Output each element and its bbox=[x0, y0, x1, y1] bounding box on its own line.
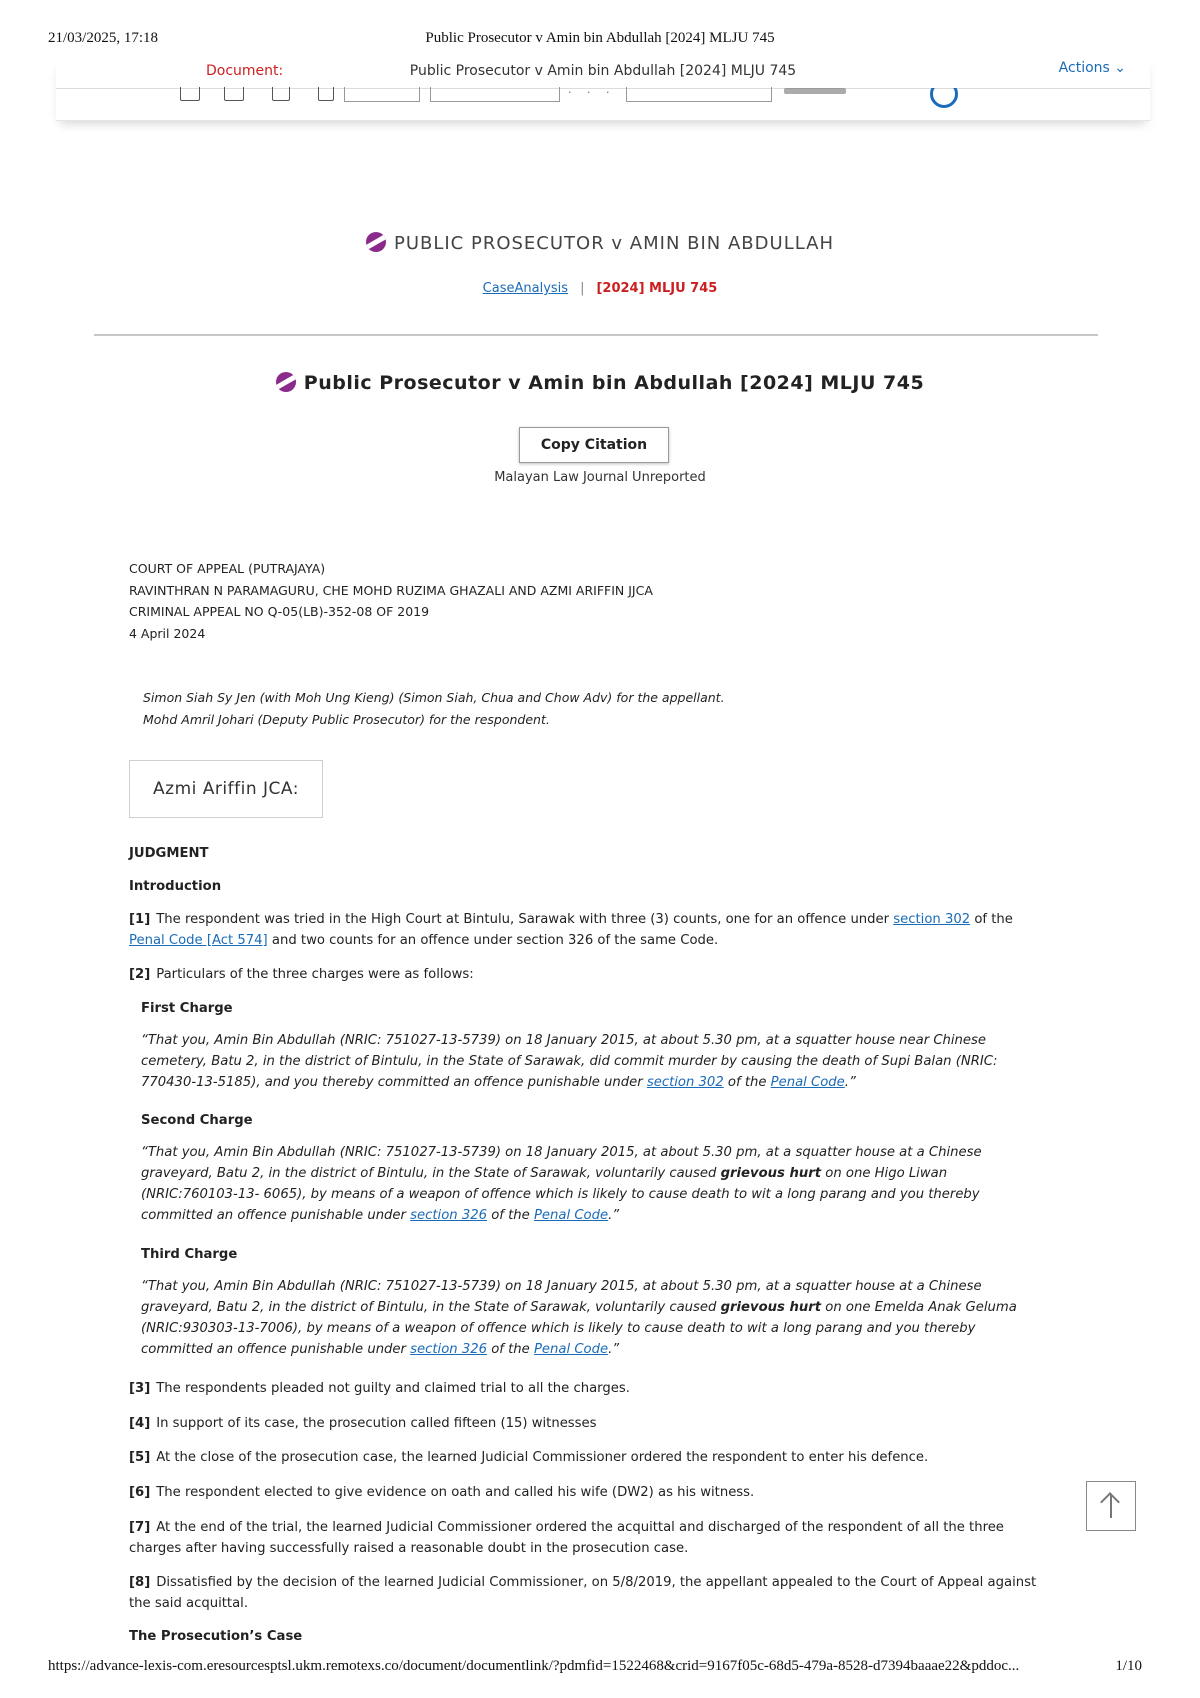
paragraph-2: [2] Particulars of the three charges were as follows: bbox=[129, 967, 474, 982]
save-icon[interactable] bbox=[318, 87, 334, 101]
counsel-respondent: Mohd Amril Johari (Deputy Public Prosecutor) for the respondent. bbox=[143, 712, 550, 727]
case-heading-title: PUBLIC PROSECUTOR v AMIN BIN ABDULLAH bbox=[393, 233, 835, 254]
penal-code-link[interactable]: Penal Code bbox=[533, 1208, 609, 1223]
lexis-logo-icon bbox=[366, 232, 386, 252]
print-icon[interactable] bbox=[180, 87, 200, 101]
language-selector[interactable] bbox=[784, 88, 846, 94]
paragraph-3: [3] The respondents pleaded not guilty and claimed trial to all the charges. bbox=[129, 1381, 630, 1396]
page-number: 1/10 bbox=[1115, 1658, 1142, 1674]
third-charge-title: Third Charge bbox=[141, 1247, 238, 1262]
actions-menu-button[interactable] bbox=[1059, 60, 1126, 76]
judgment-date: 4 April 2024 bbox=[129, 625, 206, 641]
counsel-appellant: Simon Siah Sy Jen (with Moh Ung Kieng) (Simon Siah, Chua and Chow Adv) for the appellant. bbox=[143, 690, 725, 705]
font-size-select[interactable] bbox=[430, 87, 560, 102]
penal-code-link[interactable]: Penal Code bbox=[770, 1075, 845, 1090]
email-icon[interactable] bbox=[224, 87, 244, 101]
paragraph-4: [4] In support of its case, the prosecution called fifteen (15) witnesses bbox=[129, 1416, 597, 1431]
print-footer bbox=[48, 1658, 1152, 1678]
section-302-link[interactable]: section 302 bbox=[893, 912, 971, 927]
second-charge-text: “That you, Amin Bin Abdullah (NRIC: 751027-13-5739) on 18 January 2015, at about 5.30 pm, at a squatter house at a Chinese graveyard, Batu 2, in the district of Bintulu, in the State of Sarawak, voluntarily caused grievous hurt on one Higo Liwan (NRIC:760103-13- 6065), by means of a weapon of offence which is likely to cause death to wit a long parang and you thereby committed an offence punishable under section 326 of the Penal Code.” bbox=[141, 1145, 982, 1223]
counsel-info bbox=[143, 687, 725, 731]
toolbar-document-title: Public Prosecutor v Amin bin Abdullah [2024] MLJU 745 bbox=[409, 63, 797, 79]
paragraph-1: [1] The respondent was tried in the High Court at Bintulu, Sarawak with three (3) counts, one for an offence under section 302 of the Penal Code [Act 574] and two counts for an offence under section 326 of the same Code. bbox=[129, 912, 1013, 948]
third-charge-text: “That you, Amin Bin Abdullah (NRIC: 751027-13-5739) on 18 January 2015, at about 5.30 pm, at a squatter house at a Chinese graveyard, Batu 2, in the district of Bintulu, in the State of Sarawak, voluntarily caused grievous hurt on one Emelda Anak Geluma (NRIC:930303-13-7006), by means of a weapon of offence which is likely to cause death to wit a long parang and you thereby committed an offence punishable under section 326 of the Penal Code.” bbox=[141, 1279, 1017, 1357]
journal-name: Malayan Law Journal Unreported bbox=[494, 470, 706, 485]
print-title: Public Prosecutor v Amin bin Abdullah [2024] MLJU 745 bbox=[425, 30, 775, 46]
section-divider bbox=[94, 334, 1098, 336]
lexis-logo-icon bbox=[276, 372, 296, 392]
penal-code-link[interactable]: Penal Code [Act 574] bbox=[129, 933, 268, 948]
document-title bbox=[0, 372, 1200, 394]
paragraph-7: [7] At the end of the trial, the learned Judicial Commissioner ordered the acquittal and discharged of the respondent of all the three charges after having successfully raised a reasonable doubt in the prosecution case. bbox=[129, 1520, 1004, 1556]
appeal-number: CRIMINAL APPEAL NO Q-05(LB)-352-08 OF 2019 bbox=[129, 604, 430, 619]
judges: RAVINTHRAN N PARAMAGURU, CHE MOHD RUZIMA GHAZALI AND AZMI ARIFFIN JJCA bbox=[129, 582, 653, 598]
case-heading bbox=[0, 232, 1200, 254]
court-info bbox=[129, 558, 653, 644]
section-302-link[interactable]: section 302 bbox=[646, 1075, 724, 1090]
prosecution-case-heading: The Prosecution’s Case bbox=[129, 1629, 303, 1644]
document-title-text: Public Prosecutor v Amin bin Abdullah [2024] MLJU 745 bbox=[303, 372, 925, 394]
document-label: Document: bbox=[206, 63, 284, 79]
actions-label: Actions bbox=[1058, 60, 1110, 76]
first-charge bbox=[141, 998, 1041, 1093]
paragraph-8: [8] Dissatisfied by the decision of the learned Judicial Commissioner, on 5/8/2019, the appellant appealed to the Court of Appeal against the said acquittal. bbox=[129, 1575, 1037, 1611]
search-page-input[interactable] bbox=[626, 87, 772, 102]
navigation-arrows[interactable]: · · · bbox=[568, 86, 616, 99]
second-charge bbox=[141, 1110, 1041, 1226]
judgment-heading: JUDGMENT bbox=[129, 846, 209, 861]
introduction-heading: Introduction bbox=[129, 879, 222, 894]
zoom-select[interactable] bbox=[344, 87, 420, 102]
paragraph-6: [6] The respondent elected to give evidence on oath and called his wife (DW2) as his witness. bbox=[129, 1485, 755, 1500]
help-icon[interactable] bbox=[930, 80, 958, 108]
page-url: https://advance-lexis-com.eresourcesptsl.ukm.remotexs.co/document/documentlink/?pdmfid=1522468&crid=9167f05c-68d5-479a-8528-d7394baaae22&pddoc... bbox=[48, 1658, 1020, 1674]
print-header bbox=[48, 30, 1152, 50]
case-sub-links bbox=[0, 281, 1200, 296]
download-icon[interactable] bbox=[272, 87, 290, 101]
section-326-link[interactable]: section 326 bbox=[410, 1208, 488, 1223]
second-charge-title: Second Charge bbox=[141, 1113, 253, 1128]
copy-citation-button[interactable]: Copy Citation bbox=[519, 427, 669, 463]
third-charge bbox=[141, 1244, 1041, 1360]
paragraph-5: [5] At the close of the prosecution case, the learned Judicial Commissioner ordered the respondent to enter his defence. bbox=[129, 1450, 929, 1465]
first-charge-text: “That you, Amin Bin Abdullah (NRIC: 751027-13-5739) on 18 January 2015, at about 5.30 pm, at a squatter house near Chinese cemetery, Batu 2, in the district of Bintulu, in the State of Sarawak, did commit murder by causing the death of Supi Balan (NRIC: 770430-13-5185), and you thereby committed an offence punishable under section 302 of the Penal Code.” bbox=[141, 1033, 998, 1090]
document-toolbar bbox=[56, 58, 1150, 121]
judge-heading: Azmi Ariffin JCA: bbox=[129, 760, 323, 818]
first-charge-title: First Charge bbox=[141, 1001, 233, 1016]
scroll-to-top-button[interactable] bbox=[1086, 1481, 1136, 1531]
print-datetime: 21/03/2025, 17:18 bbox=[48, 30, 159, 46]
chevron-down-icon: ⌄ bbox=[1114, 60, 1126, 76]
section-326-link[interactable]: section 326 bbox=[410, 1342, 488, 1357]
penal-code-link[interactable]: Penal Code bbox=[533, 1342, 609, 1357]
court-name: COURT OF APPEAL (PUTRAJAYA) bbox=[129, 561, 326, 576]
citation-label: [2024] MLJU 745 bbox=[596, 281, 718, 296]
case-analysis-link[interactable]: CaseAnalysis bbox=[482, 281, 569, 296]
link-separator: | bbox=[580, 281, 585, 296]
